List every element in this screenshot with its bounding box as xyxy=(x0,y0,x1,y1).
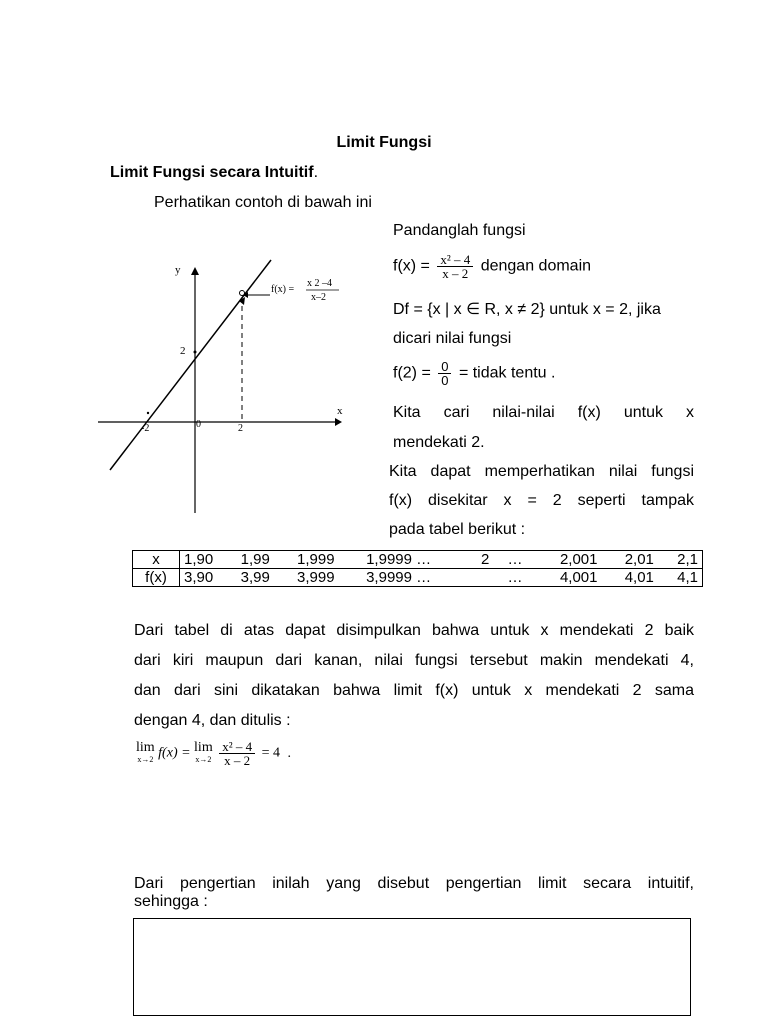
table-cell: 3,999 xyxy=(293,569,362,587)
x-axis-label: x xyxy=(337,405,343,417)
table-cell: … xyxy=(498,569,533,587)
closing-line-2: sehingga : xyxy=(134,893,208,910)
lim-subscript: x→2 xyxy=(137,754,154,764)
domain-line: Df = {x | x ∈ R, x ≠ 2} untuk x = 2, jika xyxy=(393,301,661,318)
x-intercept-dot xyxy=(147,412,149,414)
tick-origin: 0 xyxy=(196,419,201,430)
line-kita-dapat-3: pada tabel berikut : xyxy=(389,521,526,538)
function-fraction xyxy=(437,253,473,280)
lim-word: lim xyxy=(194,739,213,755)
table-cell: 4,1 xyxy=(658,569,703,587)
tick-x-neg2: -2 xyxy=(141,423,150,434)
y-axis-arrow xyxy=(191,267,199,275)
section-heading xyxy=(110,164,318,182)
table-cell: 2,001 xyxy=(532,551,601,569)
table-cell: 1,999 xyxy=(293,551,362,569)
intro-text: Perhatikan contoh di bawah ini xyxy=(154,194,372,211)
fx-label-num: x 2 –4 xyxy=(307,278,332,289)
section-heading-text: Limit Fungsi secara Intuitif xyxy=(110,164,314,181)
line-kita-cari-2: mendekati 2. xyxy=(393,434,485,451)
limit-expression xyxy=(136,740,291,767)
fraction-denominator: x – 2 xyxy=(442,266,469,281)
line-pandanglah: Pandanglah fungsi xyxy=(393,222,526,239)
f2-numerator: 0 xyxy=(438,360,451,374)
table-row-x xyxy=(133,551,703,569)
table-cell: 2 xyxy=(473,551,498,569)
table-cell: 3,99 xyxy=(237,569,293,587)
fx-prefix: f(x) = xyxy=(393,257,430,275)
table-cell: 2,1 xyxy=(658,551,703,569)
page-title: Limit Fungsi xyxy=(336,134,432,151)
line-kita-dapat-2: f(x) disekitar x = 2 seperti tampak xyxy=(389,492,694,509)
function-graph xyxy=(95,255,355,520)
table-row-fx xyxy=(133,569,703,587)
table-cell: 2,01 xyxy=(602,551,658,569)
fraction-numerator: x² – 4 xyxy=(437,253,473,267)
answer-box[interactable] xyxy=(133,918,691,1016)
limit-fraction xyxy=(219,740,255,767)
lim-operator-1 xyxy=(136,739,155,766)
f2-fraction xyxy=(438,360,451,387)
tick-y-2: 2 xyxy=(180,345,186,357)
paragraph-line-1: Dari tabel di atas dapat disimpulkan bahwa untuk x mendekati 2 baik xyxy=(134,622,694,639)
lim-operator-2 xyxy=(194,739,213,766)
lim-fx: f(x) = xyxy=(158,745,191,761)
f2-suffix: = tidak tentu . xyxy=(458,364,556,382)
lim-subscript: x→2 xyxy=(195,754,212,764)
limit-end: . xyxy=(287,745,292,761)
fx-label-den: x–2 xyxy=(311,292,326,303)
table-cell: 1,99 xyxy=(237,551,293,569)
values-table xyxy=(132,550,703,587)
table-cell: 3,90 xyxy=(180,569,237,587)
tick-x-2: 2 xyxy=(238,423,243,434)
f2-prefix: f(2) = xyxy=(393,364,431,382)
f2-denominator: 0 xyxy=(441,373,449,388)
paragraph-line-2: dari kiri maupun dari kanan, nilai fungsi tersebut makin mendekati 4, xyxy=(134,652,694,669)
line-kita-cari-1: Kita cari nilai-nilai f(x) untuk x xyxy=(393,404,694,421)
lim-word: lim xyxy=(136,739,155,755)
line-kita-dapat-1: Kita dapat memperhatikan nilai fungsi xyxy=(389,463,694,480)
y-axis-label: y xyxy=(175,264,181,276)
y-intercept-dot xyxy=(194,351,197,354)
table-cell: f(x) xyxy=(133,569,180,587)
function-line xyxy=(110,260,271,470)
table-cell xyxy=(473,569,498,587)
x-axis-arrow xyxy=(335,418,342,426)
table-cell: 4,001 xyxy=(532,569,601,587)
paragraph-line-4: dengan 4, dan ditulis : xyxy=(134,712,291,729)
section-heading-punct: . xyxy=(313,164,319,181)
table-cell: … xyxy=(498,551,533,569)
closing-line-1: Dari pengertian inilah yang disebut pengertian limit secara intuitif, xyxy=(134,875,694,892)
paragraph-line-3: dan dari sini dikatakan bahwa limit f(x) untuk x mendekati 2 sama xyxy=(134,682,694,699)
table-cell: 1,90 xyxy=(180,551,237,569)
table-cell: 1,9999 … xyxy=(362,551,473,569)
f2-expression xyxy=(393,360,555,387)
fx-label: f(x) = xyxy=(271,284,295,295)
function-definition xyxy=(393,253,591,280)
table-cell: 4,01 xyxy=(602,569,658,587)
line-dicari: dicari nilai fungsi xyxy=(393,330,512,347)
table-cell: x xyxy=(133,551,180,569)
table-cell: 3,9999 … xyxy=(362,569,473,587)
limit-result: = 4 xyxy=(261,745,281,761)
limit-denominator: x – 2 xyxy=(224,753,251,768)
limit-numerator: x² – 4 xyxy=(219,740,255,754)
fx-suffix: dengan domain xyxy=(480,257,592,275)
